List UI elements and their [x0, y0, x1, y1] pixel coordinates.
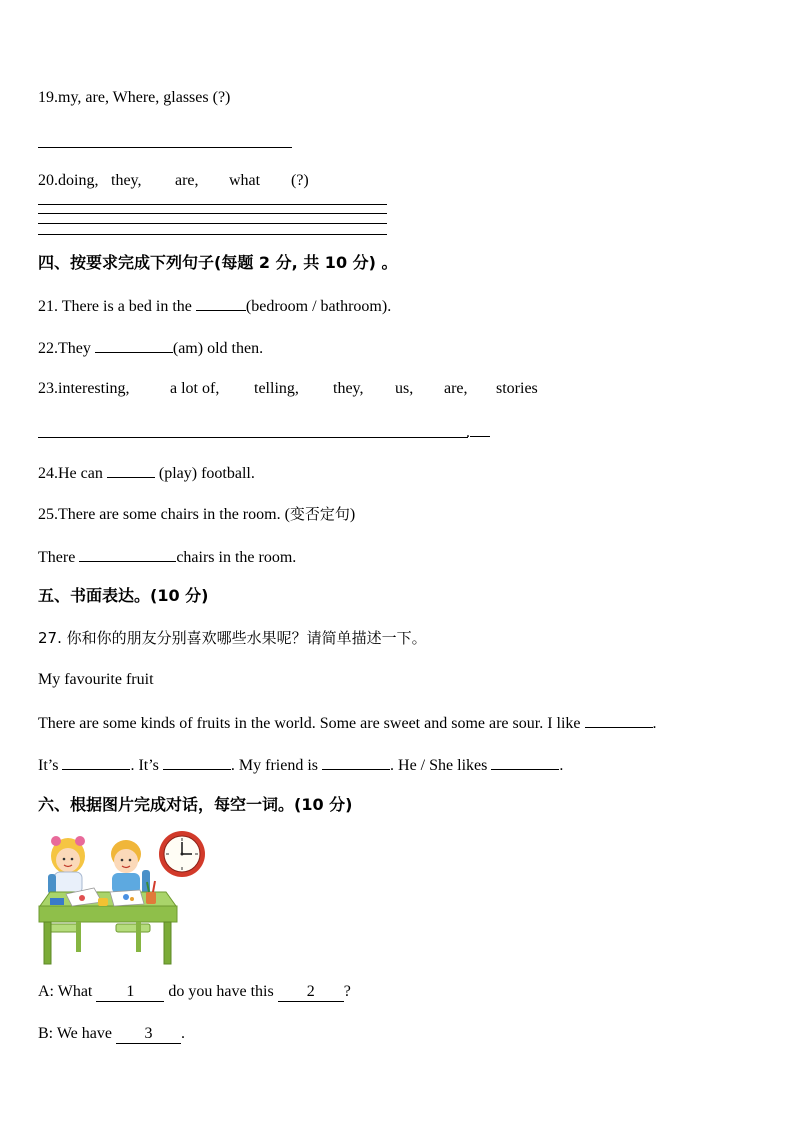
- dialog-line-b: [38, 1024, 185, 1044]
- essay-part-end: .: [559, 757, 564, 774]
- word-question-mark: (?): [291, 172, 309, 189]
- section-4-title: 四、按要求完成下列句子(每题 2 分, 共 10 分) 。: [38, 253, 398, 272]
- word-they: they,: [111, 172, 142, 189]
- boy-icon: [111, 840, 150, 894]
- question-25-text: 25.There are some chairs in the room. (: [38, 506, 290, 523]
- dialog-a-end: ?: [343, 983, 351, 1000]
- word-are: are,: [175, 172, 199, 189]
- question-21-before: 21. There is a bed in the: [38, 298, 196, 315]
- question-22-after: (am) old then.: [172, 340, 264, 357]
- dialog-b-prefix: B: We have: [38, 1025, 116, 1042]
- answer-line-23-end: [466, 421, 490, 443]
- answer-25: [38, 546, 296, 568]
- section-6-title: 六、根据图片完成对话，每空一词。(10 分): [38, 795, 353, 814]
- question-24-after: (play) football.: [154, 465, 255, 482]
- word-doing: 20.doing,: [38, 172, 99, 189]
- blank-21[interactable]: [196, 295, 246, 311]
- word-what: what: [229, 172, 261, 189]
- answer-line-20-b[interactable]: [38, 213, 387, 214]
- answer-line-23[interactable]: [38, 437, 468, 438]
- blank-likes[interactable]: [491, 754, 559, 770]
- essay-line-2: [38, 754, 563, 776]
- children-drawing-with-clock-icon: [36, 826, 208, 968]
- answer-line-20-c[interactable]: [38, 223, 387, 224]
- question-25: [38, 504, 355, 525]
- answer-25-after: chairs in the room.: [176, 549, 297, 566]
- answer-line-20-d[interactable]: [38, 234, 387, 235]
- dialog-b-end: .: [180, 1025, 185, 1042]
- answer-line-19[interactable]: [38, 147, 292, 148]
- girl-icon: [48, 836, 85, 894]
- blank-3[interactable]: 3: [116, 1025, 181, 1044]
- blank-friend[interactable]: [322, 754, 390, 770]
- essay-line-1-end: .: [652, 715, 657, 732]
- essay-part-friend: . My friend is: [230, 757, 323, 774]
- clock-icon: [159, 831, 205, 877]
- blank-25[interactable]: [79, 546, 176, 562]
- dialog-a-prefix: A: What: [38, 983, 97, 1000]
- blank-its-1[interactable]: [62, 754, 130, 770]
- question-21-after: (bedroom / bathroom).: [245, 298, 392, 315]
- question-20: [38, 171, 309, 191]
- word-they: they,: [333, 380, 364, 397]
- blank-24[interactable]: [107, 462, 155, 478]
- question-24: [38, 462, 255, 484]
- question-19-text: 19.my, are, Where, glasses (?): [38, 89, 231, 106]
- question-21: [38, 295, 391, 317]
- essay-line-1: [38, 712, 657, 734]
- answer-25-before: There: [38, 549, 80, 566]
- answer-line-20-a[interactable]: [38, 204, 387, 205]
- dialog-line-a: [38, 982, 351, 1002]
- question-27-prompt: 27. 你和你的朋友分别喜欢哪些水果呢？请简单描述一下。: [38, 629, 427, 647]
- essay-part-likes: . He / She likes: [390, 757, 492, 774]
- blank-22[interactable]: [95, 337, 173, 353]
- essay-part-its-2: . It’s: [130, 757, 163, 774]
- question-19: [38, 88, 230, 108]
- word-are: are,: [444, 380, 468, 397]
- word-interesting: 23.interesting,: [38, 380, 130, 397]
- question-23: [38, 379, 538, 399]
- essay-part-its-1: It’s: [38, 757, 63, 774]
- word-a-lot-of: a lot of,: [170, 380, 220, 397]
- word-us: us,: [395, 380, 414, 397]
- essay-heading: My favourite fruit: [38, 671, 154, 688]
- blank-2[interactable]: 2: [278, 983, 344, 1002]
- word-stories: stories: [496, 380, 538, 397]
- blank-its-2[interactable]: [163, 754, 231, 770]
- question-25-close: ): [349, 506, 356, 523]
- question-24-before: 24.He can: [38, 465, 107, 482]
- blank-fruit-i-like[interactable]: [585, 712, 653, 728]
- dialog-a-mid: do you have this: [164, 983, 278, 1000]
- essay-line-1-text: There are some kinds of fruits in the world. Some are sweet and some are sour. I like: [38, 715, 585, 732]
- blank-1[interactable]: 1: [96, 983, 164, 1002]
- answer-23-period: .: [466, 424, 470, 441]
- question-25-instruction: 变否定句: [289, 505, 350, 523]
- question-22-before: 22.They: [38, 340, 95, 357]
- answer-23-tail: [470, 421, 490, 437]
- word-telling: telling,: [254, 380, 299, 397]
- question-22: [38, 337, 263, 359]
- section-5-title: 五、书面表达。(10 分): [38, 586, 209, 605]
